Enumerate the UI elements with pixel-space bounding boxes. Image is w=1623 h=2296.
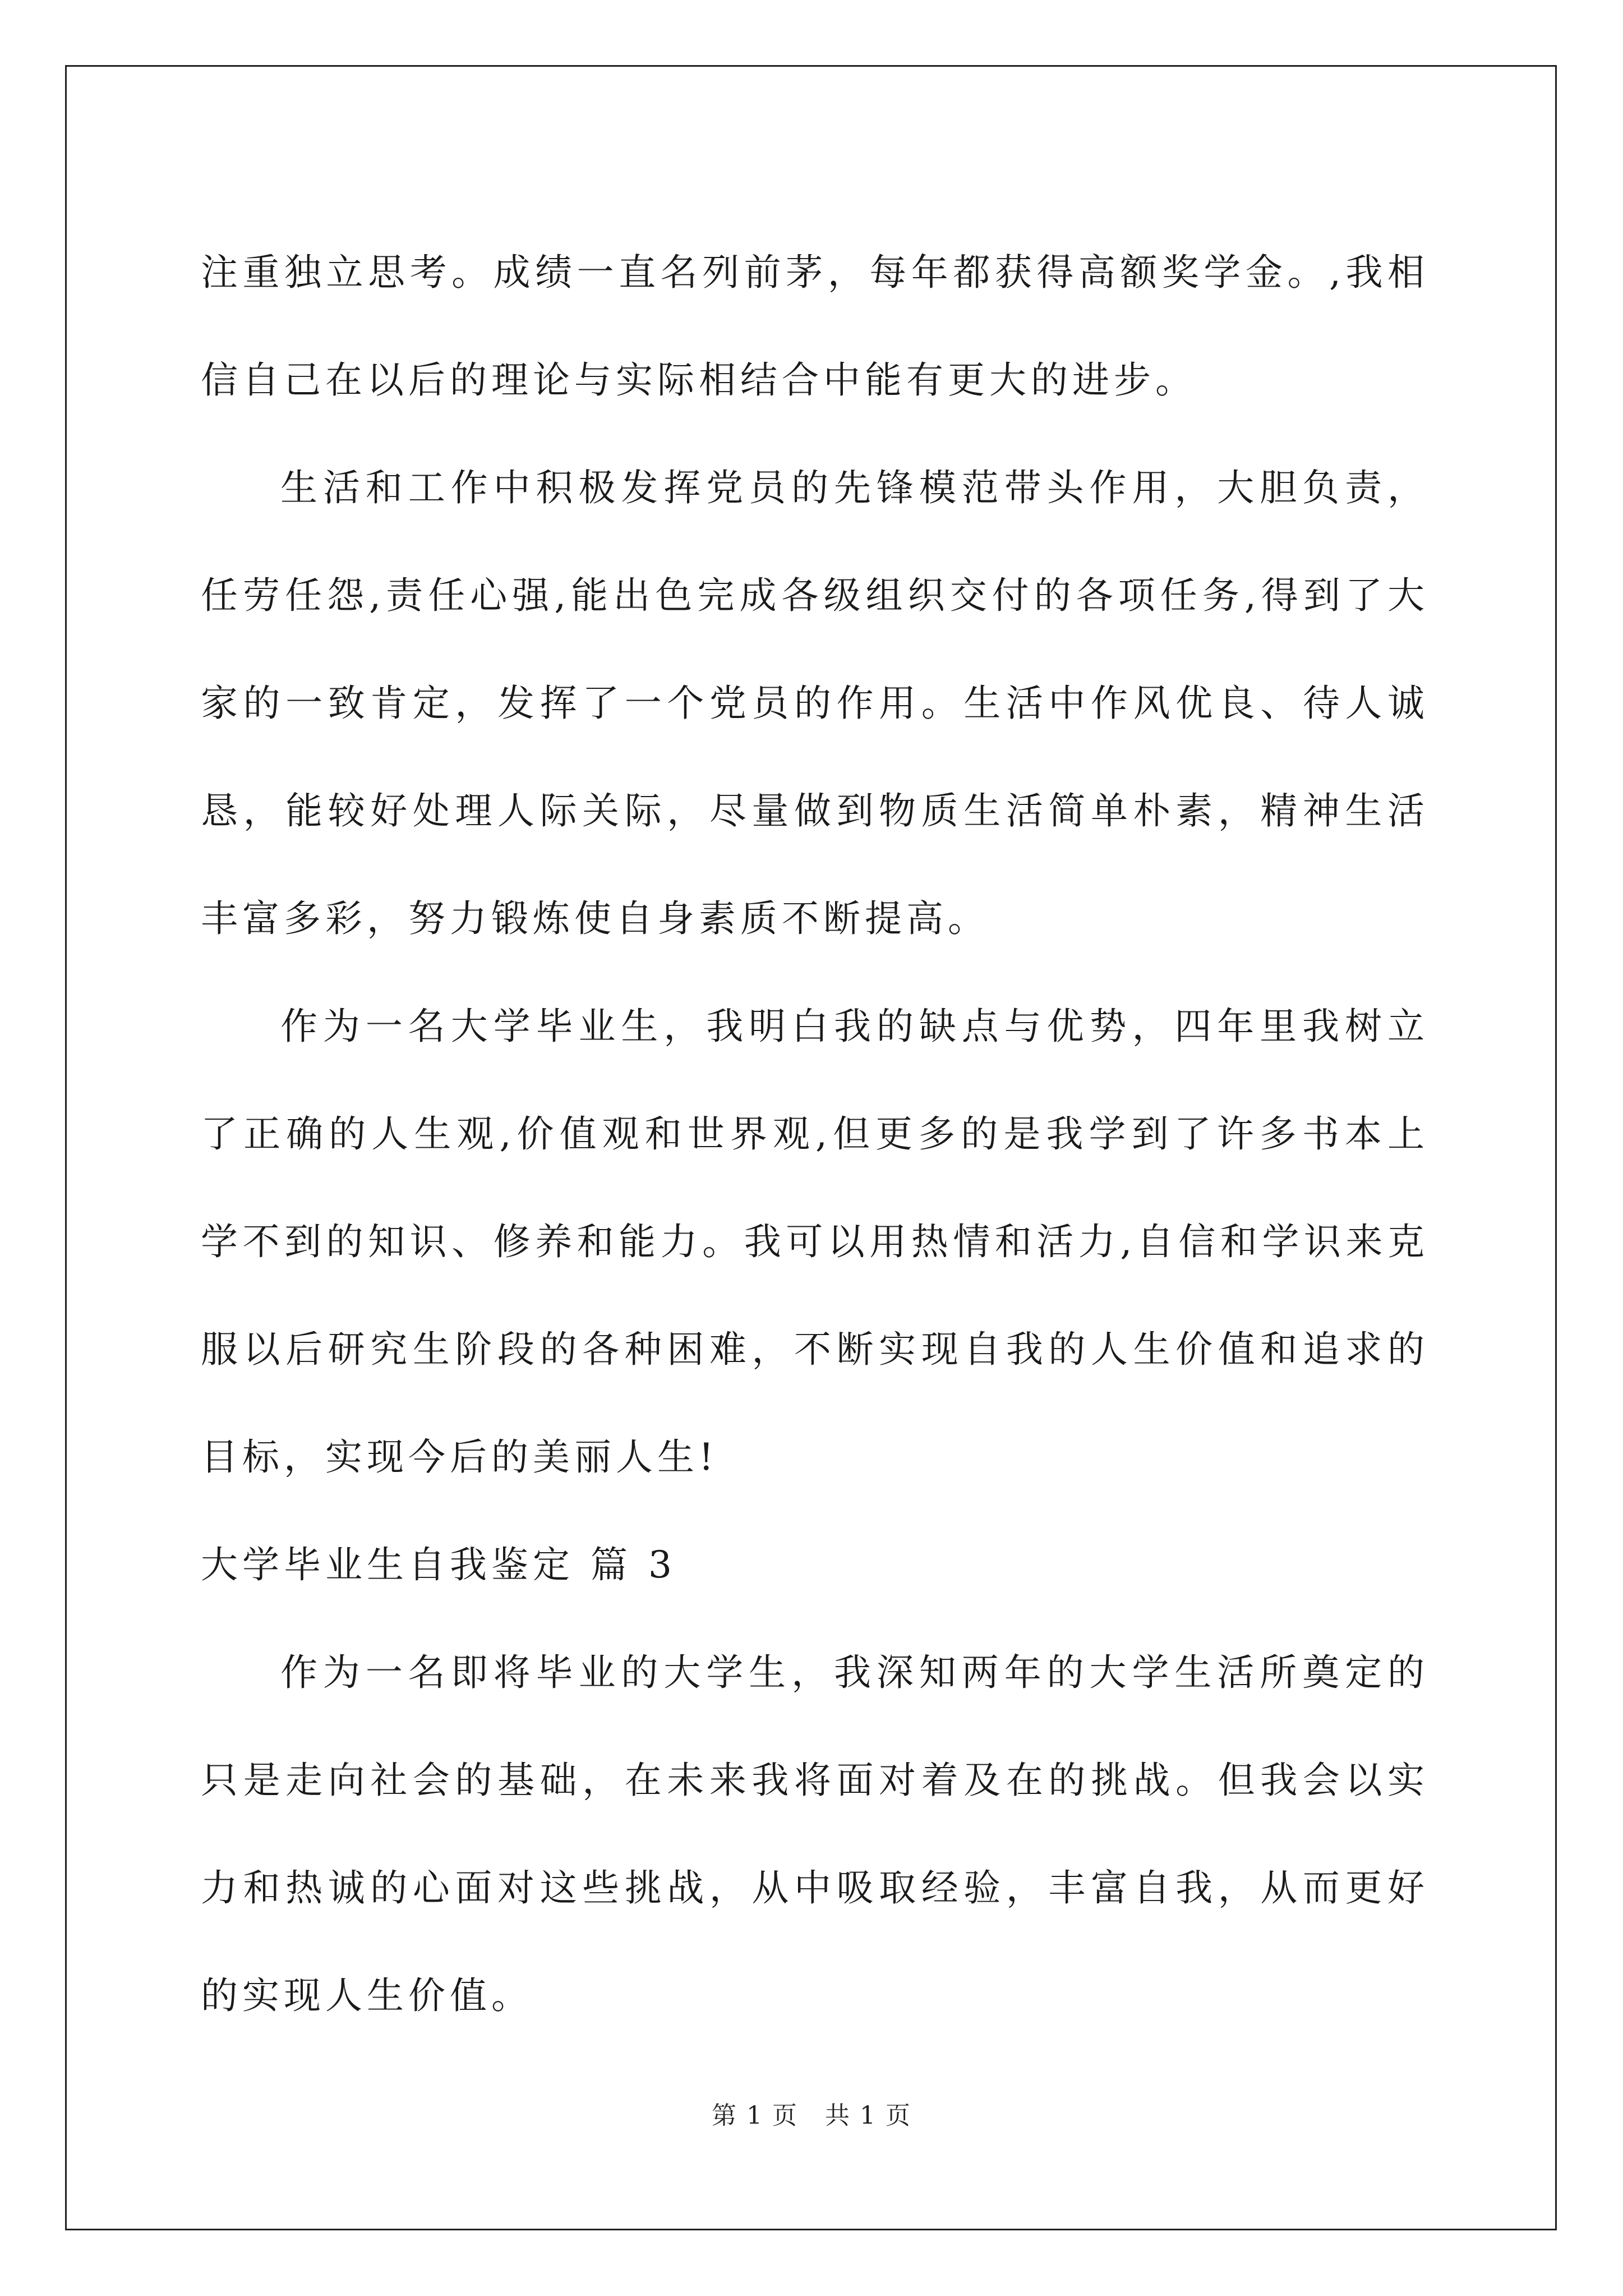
- paragraph: 作为一名大学毕业生，我明白我的缺点与优势，四年里我树立了正确的人生观,价值观和世界观,但更多的是我学到了许多书本上学不到的知识、修养和能力。我可以用热情和活力,自信和学识来克服以后研究生阶段的各种困难，不断实现自我的人生价值和追求的目标，实现今后的美丽人生!: [201, 1005, 1429, 1479]
- document-body: [201, 219, 1429, 2050]
- paragraph: 注重独立思考。成绩一直名列前茅，每年都获得高额奖学金。,我相信自己在以后的理论与实际相结合中能有更大的进步。: [201, 251, 1429, 402]
- page-total: 共 1 页: [825, 2101, 911, 2130]
- page-number: 第 1 页: [712, 2101, 798, 2130]
- paragraph: 作为一名即将毕业的大学生，我深知两年的大学生活所奠定的只是走向社会的基础，在未来我将面对着及在的挑战。但我会以实力和热诚的心面对这些挑战，从中吸取经验，丰富自我，从而更好的实现人生价值。: [201, 1651, 1429, 2017]
- page-footer: [0, 2095, 1623, 2131]
- section-heading: 大学毕业生自我鉴定 篇 3: [201, 1543, 676, 1586]
- paragraph: 生活和工作中积极发挥党员的先锋模范带头作用，大胆负责，任劳任怨,责任心强,能出色完成各级组织交付的各项任务,得到了大家的一致肯定，发挥了一个党员的作用。生活中作风优良、待人诚恳，能较好处理人际关际，尽量做到物质生活简单朴素，精神生活丰富多彩，努力锻炼使自身素质不断提高。: [201, 466, 1429, 940]
